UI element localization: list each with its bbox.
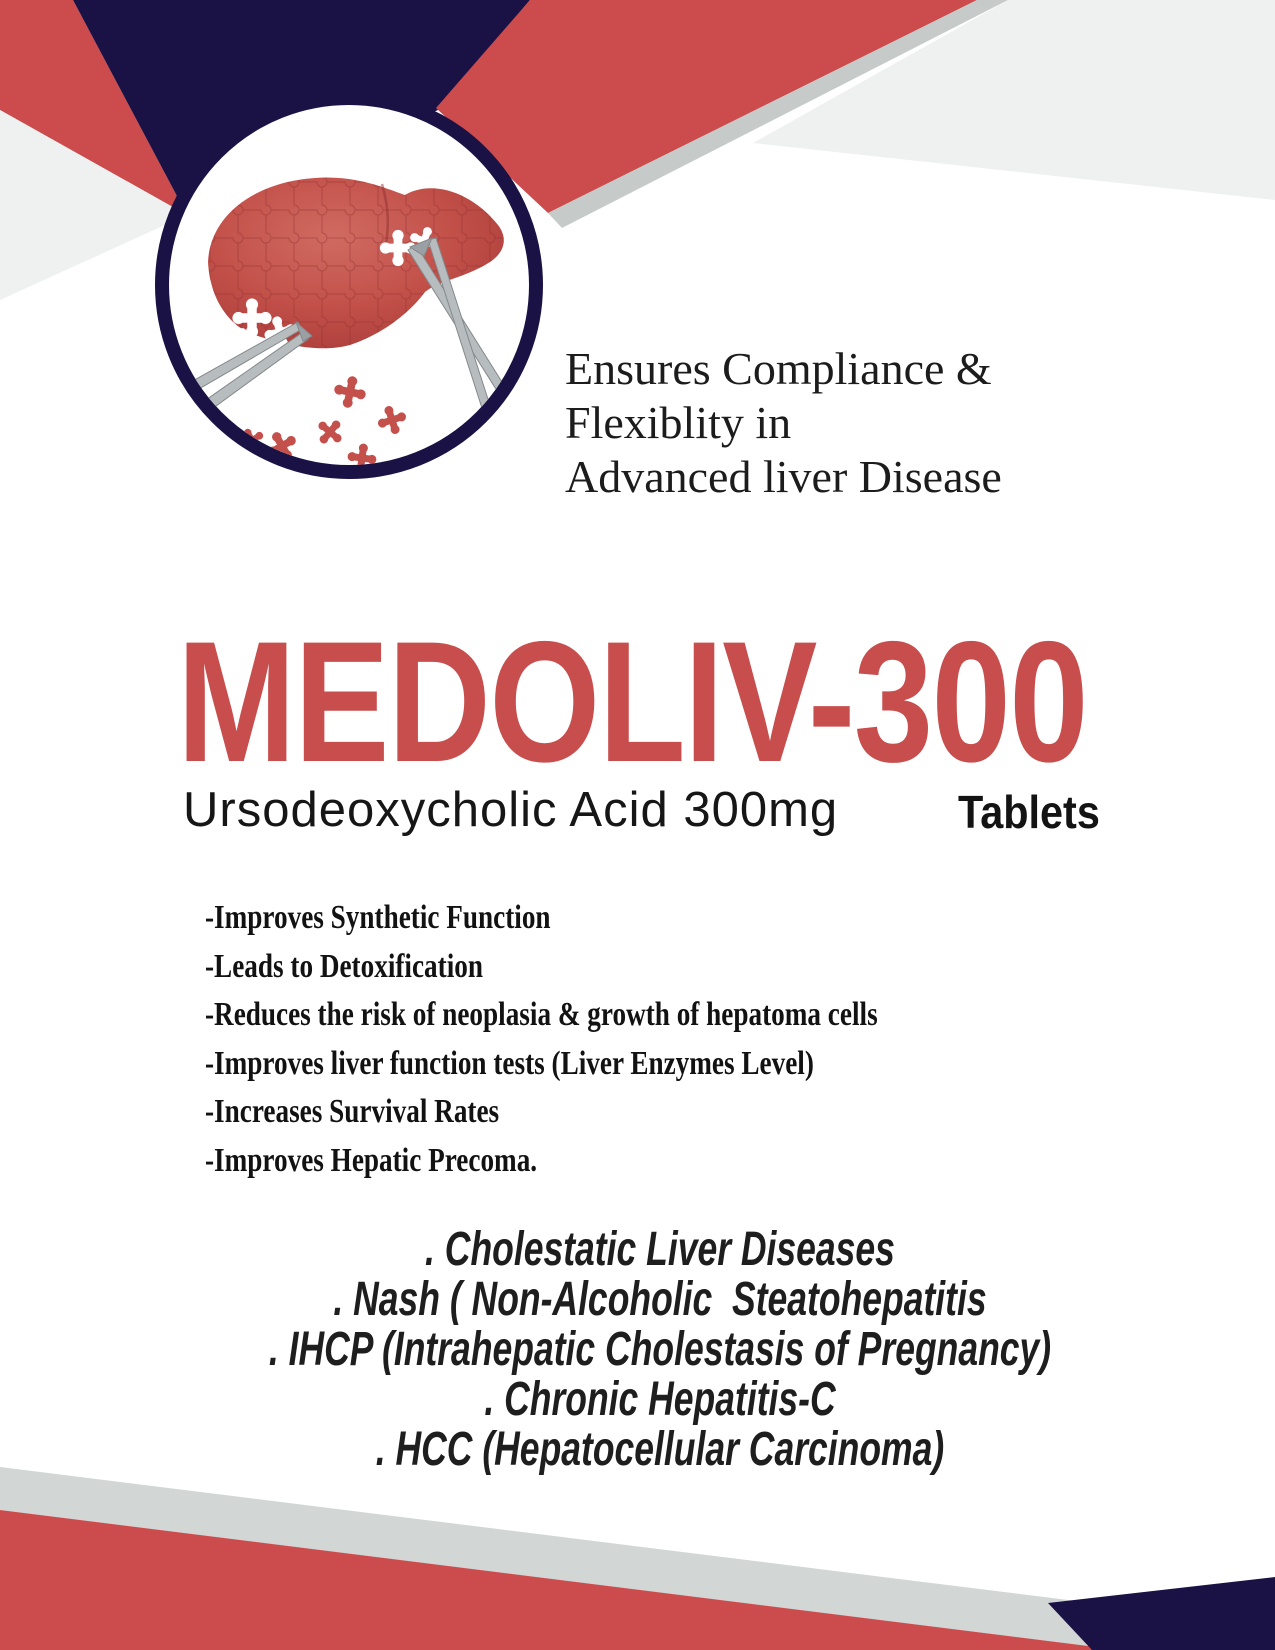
indication-item: . Cholestatic Liver Diseases bbox=[425, 1223, 895, 1276]
tagline-line-1: Ensures Compliance & bbox=[565, 343, 992, 394]
indication-item: . IHCP (Intrahepatic Cholestasis of Pregnancy) bbox=[268, 1323, 1052, 1376]
product-composition: Ursodeoxycholic Acid 300mg bbox=[183, 783, 839, 837]
product-name: MEDOLIV-300 bbox=[177, 606, 1087, 798]
benefit-item: -Improves liver function tests (Liver Enzymes Level) bbox=[205, 1044, 814, 1082]
benefits-list bbox=[205, 894, 878, 1185]
hero-circle bbox=[148, 98, 539, 474]
benefit-item: -Leads to Detoxification bbox=[205, 947, 484, 985]
benefit-item: -Improves Synthetic Function bbox=[205, 899, 551, 936]
indication-item: . HCC (Hepatocellular Carcinoma) bbox=[375, 1423, 945, 1476]
bottom-navy-triangle bbox=[1048, 1577, 1275, 1650]
benefit-item: -Improves Hepatic Precoma. bbox=[205, 1141, 538, 1179]
indication-item: . Chronic Hepatitis-C bbox=[484, 1373, 836, 1426]
tagline bbox=[565, 342, 1002, 504]
indications-list bbox=[201, 1225, 1119, 1475]
bottom-red-triangle bbox=[0, 1510, 1120, 1650]
tagline-line-2: Flexiblity in bbox=[565, 397, 792, 448]
tagline-line-3: Advanced liver Disease bbox=[565, 451, 1002, 502]
benefit-item: -Reduces the risk of neoplasia & growth of hepatoma cells bbox=[205, 996, 878, 1033]
benefit-item: -Increases Survival Rates bbox=[205, 1093, 500, 1130]
product-form: Tablets bbox=[958, 786, 1100, 838]
indication-item: . Nash ( Non-Alcoholic Steatohepatitis bbox=[333, 1273, 987, 1326]
